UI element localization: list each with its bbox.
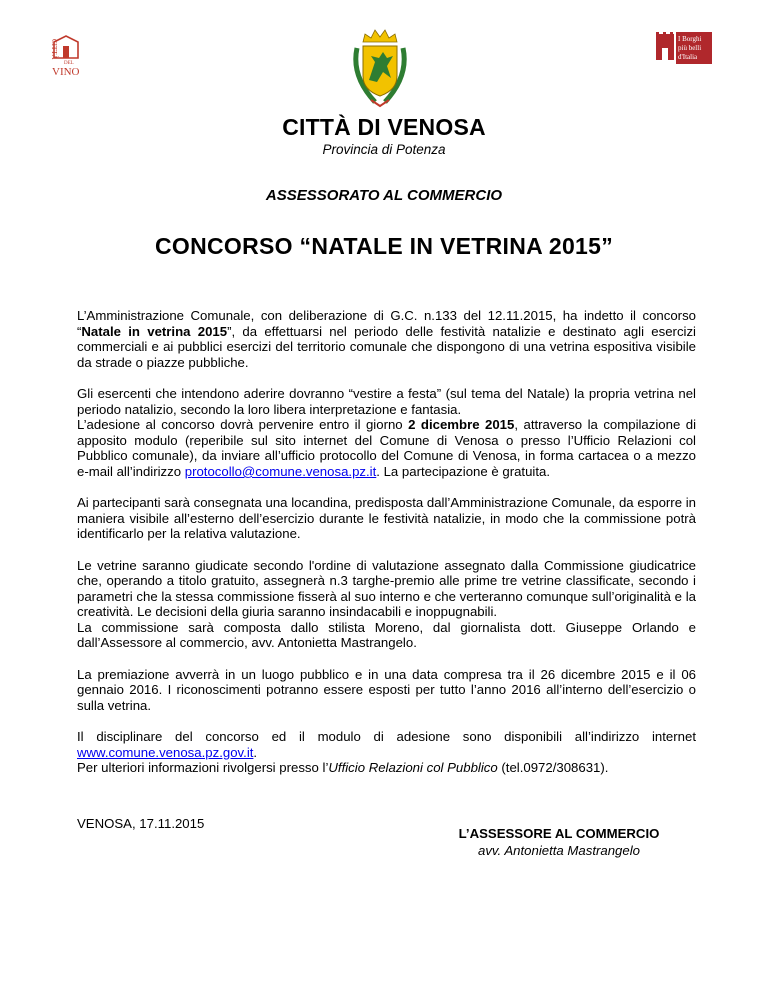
contest-title: CONCORSO “NATALE IN VETRINA 2015” xyxy=(154,233,614,259)
document-date: VENOSA, 17.11.2015 xyxy=(77,816,205,831)
venosa-coat-of-arms xyxy=(349,28,411,108)
left-logo-line-3: VINO xyxy=(52,66,80,78)
website-link[interactable]: www.comune.venosa.pz.gov.it xyxy=(77,744,254,760)
paragraph-2-text-c: . La partecipazione è gratuita. xyxy=(376,463,551,479)
paragraph-7-text-b: (tel.0972/308631). xyxy=(497,760,609,776)
city-title: CITTÀ DI VENOSA xyxy=(282,114,486,140)
department-heading: ASSESSORATO AL COMMERCIO xyxy=(265,187,503,204)
borghi-piu-belli-logo xyxy=(655,30,713,72)
signature-name: avv. Antonietta Mastrangelo xyxy=(477,843,640,858)
paragraph-1-text-a: L’Amministrazione Comunale, con deliberazione di G.C. n.133 del 12.11.2015, ha indetto il concorso “ xyxy=(77,308,696,339)
citta-del-vino-logo xyxy=(44,32,88,78)
paragraph-5: La premiazione avverrà in un luogo pubblico e in una data compresa tra il 26 dicembre 2015 e il 06 gennaio 2016. I riconoscimenti potranno essere esposti per tutto l’anno 2016 all’interno dell’esercizio o sulla vetrina. xyxy=(77,666,696,713)
left-logo-line-2: DEL xyxy=(64,61,74,66)
paragraph-3: Ai partecipanti sarà consegnata una locandina, predisposta dall’Amministrazione Comunale, da esporre in maniera visibile all’esterno dell’esercizio durante le festività natalizie, in modo che la commissione potrà identificarlo per la relativa valutazione. xyxy=(77,495,696,542)
paragraph-4-line-1: Le vetrine saranno giudicate secondo l'ordine di valutazione assegnato dalla Commissione giudicatrice che, operando a titolo gratuito, assegnerà n.3 targhe-premio alle prime tre vetrine classificate, secondo i parametri che la stessa commissione fisserà al suo interno e che verteranno comunque sull’originalità e la creatività. Le decisioni della giuria saranno insindacabili e inoppugnabili. xyxy=(77,557,696,620)
signature-title: L’ASSESSORE AL COMMERCIO xyxy=(458,826,660,841)
right-logo-line-1: I Borghi xyxy=(678,35,702,43)
deadline-bold: 2 dicembre 2015 xyxy=(408,417,515,433)
paragraph-7-text-a: Per ulteriori informazioni rivolgersi presso l’ xyxy=(77,760,329,776)
left-logo-line-1: CITTÀ xyxy=(50,39,58,60)
paragraph-2-text-b: , attraverso la compilazione di apposito modulo (reperibile sul sito internet del Comune di Venosa o presso l’Ufficio Relazioni col Pubblico comunale), da inviare all’ufficio protocollo del Comune di Venosa, in forma cartacea o a mezzo e-mail all’indirizzo xyxy=(77,417,697,479)
paragraph-2-text-a: L’adesione al concorso dovrà pervenire entro il giorno xyxy=(77,417,409,433)
paragraph-2-line-1: Gli esercenti che intendono aderire dovranno “vestire a festa” (sul tema del Natale) la propria vetrina nel periodo natalizio, secondo la loro libera interpretazione e fantasia. xyxy=(77,385,696,417)
paragraph-6-text-b: . xyxy=(253,744,258,760)
paragraph-6 xyxy=(77,729,696,776)
announcement-body xyxy=(77,308,696,791)
paragraph-4 xyxy=(77,558,696,652)
right-logo-line-2: più belli xyxy=(678,44,702,52)
paragraph-1-text-b: ”, da effettuarsi nel periodo delle festività natalizie e destinato agli esercizi commerciali e ai pubblici esercizi del territorio comunale che dispongono di una vetrina espositiva visibile da strade o piazze pubbliche. xyxy=(77,323,696,370)
province-subtitle: Provincia di Potenza xyxy=(322,142,446,157)
office-name-italic: Ufficio Relazioni col Pubblico xyxy=(328,760,498,776)
paragraph-2 xyxy=(77,386,696,480)
paragraph-1 xyxy=(77,308,696,370)
email-link[interactable]: protocollo@comune.venosa.pz.it xyxy=(184,463,377,479)
paragraph-4-line-2: La commissione sarà composta dallo stilista Moreno, dal giornalista dott. Giuseppe Orlando e dall’Assessore al commercio, avv. Antonietta Mastrangelo. xyxy=(77,619,696,651)
paragraph-6-text-a: Il disciplinare del concorso ed il modulo di adesione sono disponibili all’indirizzo internet xyxy=(77,729,696,745)
right-logo-line-3: d'Italia xyxy=(678,53,698,61)
contest-name-bold: Natale in vetrina 2015 xyxy=(81,323,228,339)
